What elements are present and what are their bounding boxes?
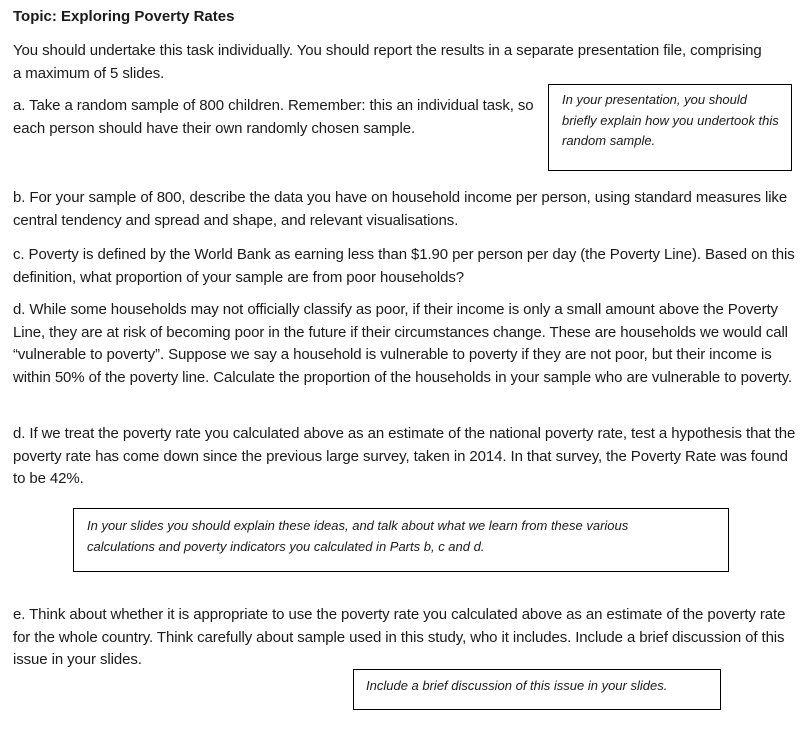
part-d-vulnerable-paragraph: d. While some households may not officially classify as poor, if their income is only a small amount above the Poverty Line, they are at risk of becoming poor in the future if their circumstances change. These are households we would call “vulnerable to poverty”. Suppose we say a household is vulnerable to poverty if they are not poor, but their income is within 50% of the poverty line. Calculate the proportion of the households in your sample who are vulnerable to poverty. [13, 301, 793, 386]
part-a-paragraph: a. Take a random sample of 800 children. Remember: this an individual task, so each person should have their own randomly chosen sample. [13, 97, 534, 137]
slides-note-line-2: calculations and poverty indicators you calculated in Parts b, c and d. [87, 538, 485, 554]
part-b-paragraph: b. For your sample of 800, describe the data you have on household income per person, using standard measures like central tendency and spread and shape, and relevant visualisations. [13, 189, 788, 229]
document-title: Topic: Exploring Poverty Rates [13, 8, 235, 25]
part-e-note-text: Include a brief discussion of this issue in your slides. [366, 678, 668, 693]
intro-paragraph: You should undertake this task individually. You should report the results in a separate presentation file, comprising a maximum of 5 slides. [13, 42, 762, 82]
part-e-paragraph: e. Think about whether it is appropriate to use the poverty rate you calculated above as an estimate of the poverty rate for the whole country. Think carefully about sample used in this study, who it includes. Include a brief discussion of this issue in your slides. [13, 606, 786, 668]
slides-note-line-1: In your slides you should explain these ideas, and talk about what we learn from these various [87, 518, 629, 533]
slides-note-box [73, 508, 729, 572]
part-a-note-text: In your presentation, you should briefly explain how you undertook this random sample. [562, 92, 779, 148]
part-e-note-box [353, 669, 721, 710]
part-c-paragraph: c. Poverty is defined by the World Bank as earning less than $1.90 per person per day (the Poverty Line). Based on this definition, what proportion of your sample are from poor households? [13, 246, 795, 286]
part-a-note-box [548, 84, 792, 171]
part-d-hypothesis-paragraph: d. If we treat the poverty rate you calculated above as an estimate of the national poverty rate, test a hypothesis that the poverty rate has come down since the previous large survey, taken in 2014. In that survey, the Poverty Rate was found to be 42%. [13, 425, 796, 487]
